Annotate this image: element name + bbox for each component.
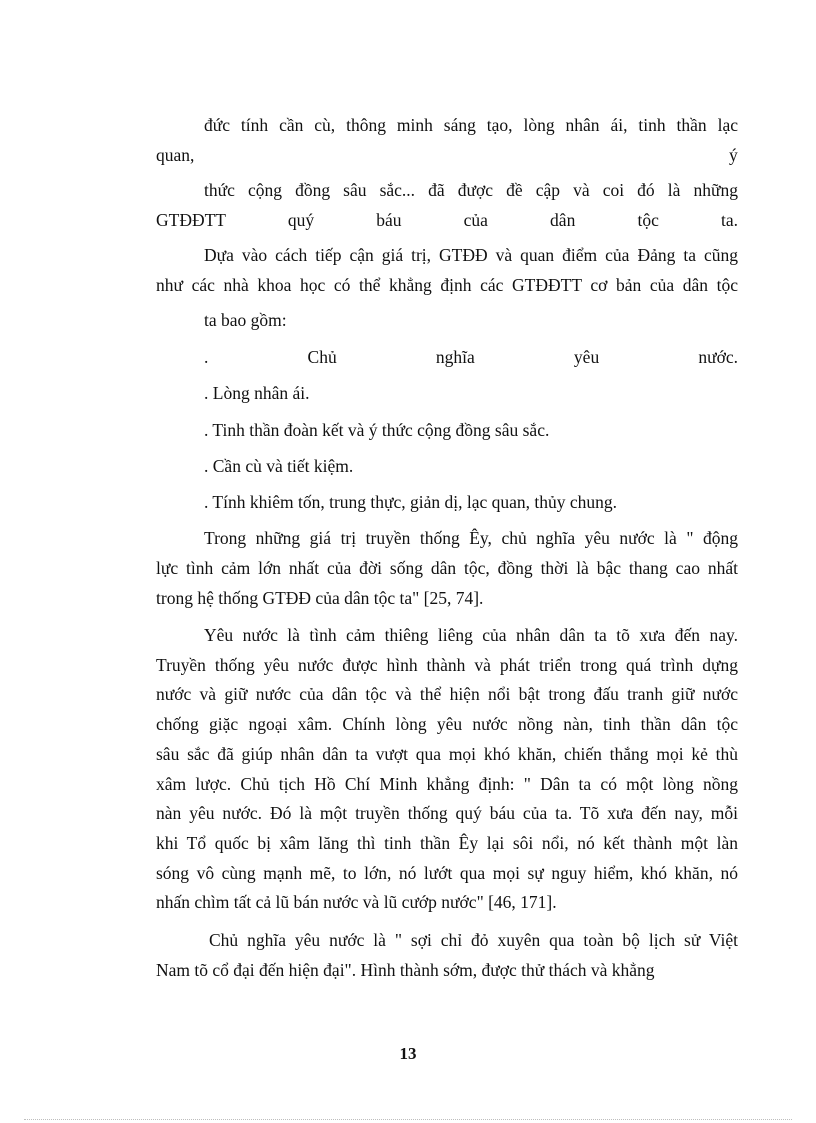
text-line: trong hệ thống GTĐĐ của dân tộc ta" [25, 74].: [156, 588, 484, 608]
footer-divider: [24, 1119, 792, 1120]
text-line: Dựa vào cách tiếp cận giá trị, GTĐĐ và quan điểm của Đảng ta cũng: [204, 245, 738, 265]
text-line: Truyền thống yêu nước được hình thành và phát triển trong quá trình dựng: [156, 655, 738, 675]
list-item: . Chủ nghĩa yêu nước.: [204, 347, 738, 367]
text-line: như các nhà khoa học có thể khẳng định các GTĐĐTT cơ bản của dân tộc: [156, 275, 738, 295]
list-item: . Tính khiêm tốn, trung thực, giản dị, lạc quan, thủy chung.: [204, 492, 618, 512]
text-line: Chủ nghĩa yêu nước là " sợi chỉ đỏ xuyên qua toàn bộ lịch sử Việt: [209, 930, 738, 950]
text-line: nàn yêu nước. Đó là một truyền thống quý báu của ta. Tõ xưa đến nay, mỗi: [156, 803, 738, 823]
text-line: quan,: [156, 145, 195, 165]
text-line: đức tính cần cù, thông minh sáng tạo, lòng nhân ái, tinh thần lạc: [204, 115, 738, 135]
text-line: GTĐĐTT quý báu của dân tộc ta.: [156, 210, 738, 230]
list-item: . Cần cù và tiết kiệm.: [204, 456, 354, 476]
text-line: thức cộng đồng sâu sắc... đã được đề cập và coi đó là những: [204, 180, 738, 200]
text-line: khi Tổ quốc bị xâm lăng thì tinh thần Êy lại sôi nổi, nó kết thành một làn: [156, 833, 738, 853]
text-line: ý: [729, 145, 738, 165]
text-line: ta bao gồm:: [204, 310, 287, 330]
text-line: sâu sắc đã giúp nhân dân ta vượt qua mọi khó khăn, chiến thắng mọi kẻ thù: [156, 744, 738, 764]
text-line: sóng vô cùng mạnh mẽ, to lớn, nó lướt qua mọi sự nguy hiểm, khó khăn, nó: [156, 863, 738, 883]
text-line: xâm lược. Chủ tịch Hồ Chí Minh khẳng định: " Dân ta có một lòng nồng: [156, 774, 738, 794]
text-line: Nam tõ cổ đại đến hiện đại". Hình thành sớm, được thử thách và khẳng: [156, 960, 655, 980]
text-line: nước và giữ nước của dân tộc và thể hiện nổi bật trong đấu tranh giữ nước: [156, 684, 738, 704]
text-line: Trong những giá trị truyền thống Êy, chủ nghĩa yêu nước là " động: [204, 528, 738, 548]
page-number: 13: [399, 1044, 417, 1063]
list-item: . Tinh thần đoàn kết và ý thức cộng đồng sâu sắc.: [204, 420, 550, 440]
text-line: nhấn chìm tất cả lũ bán nước và lũ cướp nước" [46, 171].: [156, 892, 557, 912]
list-item: . Lòng nhân ái.: [204, 383, 310, 403]
text-line: Yêu nước là tình cảm thiêng liêng của nhân dân ta tõ xưa đến nay.: [204, 625, 738, 645]
text-line: chống giặc ngoại xâm. Chính lòng yêu nước nồng nàn, tinh thần dân tộc: [156, 714, 738, 734]
text-line: lực tình cảm lớn nhất của đời sống dân tộc, đồng thời là bậc thang cao nhất: [156, 558, 738, 578]
